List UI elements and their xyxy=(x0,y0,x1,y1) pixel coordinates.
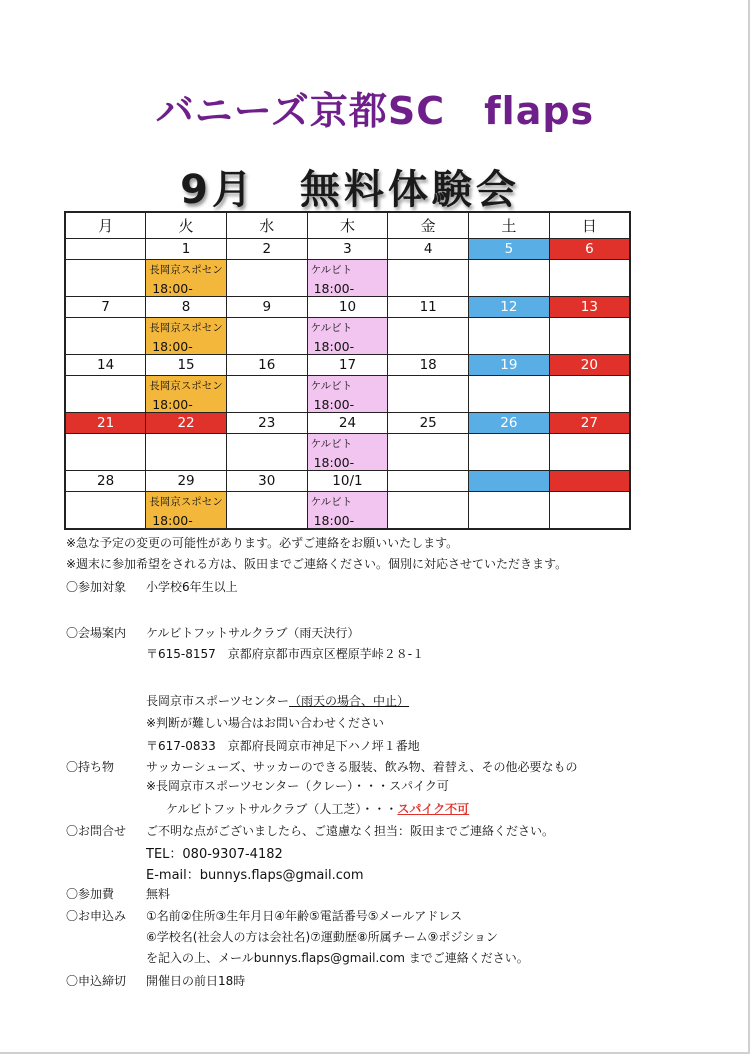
event-cell xyxy=(469,492,550,530)
apply-label: 〇お申込み xyxy=(66,909,127,923)
event-time: 18:00- xyxy=(313,339,355,354)
event-cell xyxy=(388,260,469,297)
event-time: 18:00- xyxy=(313,455,355,470)
weekday-header-row xyxy=(65,212,630,239)
venue-label: 〇会場案内 xyxy=(66,626,127,640)
contact-label: 〇お問合せ xyxy=(66,824,127,838)
venue2-note: （雨天の場合、中止） xyxy=(289,694,410,708)
date-cell: 4 xyxy=(388,239,469,260)
date-cell: 2 xyxy=(226,239,307,260)
event-row xyxy=(65,318,630,355)
date-cell: 23 xyxy=(226,413,307,434)
date-cell: 22 xyxy=(146,413,227,434)
notes-block xyxy=(66,533,567,575)
event-venue: 長岡京スポセン xyxy=(149,496,223,508)
event-row xyxy=(65,260,630,297)
practice-event xyxy=(146,376,226,412)
date-cell: 27 xyxy=(549,413,630,434)
event-row xyxy=(65,434,630,471)
date-cell: 17 xyxy=(307,355,388,376)
page-subtitle: 9月 無料体験会 xyxy=(180,167,520,213)
event-venue: ケルビト xyxy=(310,438,353,450)
event-venue: 長岡京スポセン xyxy=(149,322,223,334)
date-cell: 15 xyxy=(146,355,227,376)
weekday-header: 日 xyxy=(549,212,630,239)
date-cell: 10 xyxy=(307,297,388,318)
date-cell: 1 xyxy=(146,239,227,260)
fee-label: 〇参加費 xyxy=(66,887,115,901)
note-weekend: ※週末に参加希望をされる方は、阪田までご連絡ください。個別に対応させていただきます。 xyxy=(66,557,568,571)
date-cell: 24 xyxy=(307,413,388,434)
event-cell xyxy=(388,376,469,413)
practice-event xyxy=(146,318,226,354)
practice-event xyxy=(308,492,388,528)
event-cell xyxy=(307,260,388,297)
weekday-header: 水 xyxy=(226,212,307,239)
event-cell xyxy=(549,260,630,297)
apply-line3: を記入の上、メールbunnys.flaps@gmail.com までご連絡ください。 xyxy=(146,951,529,965)
event-time: 18:00- xyxy=(152,397,193,412)
date-cell: 19 xyxy=(469,355,550,376)
event-venue: ケルビト xyxy=(310,380,353,392)
items-value: サッカーシューズ、サッカーのできる服装、飲み物、着替え、その他必要なもの xyxy=(146,760,578,774)
date-cell: 18 xyxy=(388,355,469,376)
event-row xyxy=(65,376,630,413)
date-row xyxy=(65,239,630,260)
event-cell xyxy=(307,376,388,413)
items-note2 xyxy=(166,800,469,817)
practice-event xyxy=(308,318,388,354)
note-schedule-change: ※急な予定の変更の可能性があります。必ずご連絡をお願いいたします。 xyxy=(66,536,459,550)
event-time: 18:00- xyxy=(152,513,193,528)
event-row xyxy=(65,492,630,530)
event-cell xyxy=(146,492,227,530)
date-cell: 3 xyxy=(307,239,388,260)
event-cell xyxy=(307,434,388,471)
date-cell: 29 xyxy=(146,471,227,492)
event-venue: 長岡京スポセン xyxy=(149,380,223,392)
event-cell xyxy=(226,260,307,297)
date-cell: 28 xyxy=(65,471,146,492)
date-row xyxy=(65,355,630,376)
event-cell xyxy=(65,260,146,297)
contact-tel: TEL：080-9307-4182 xyxy=(146,847,283,862)
weekday-header: 土 xyxy=(469,212,550,239)
date-cell: 7 xyxy=(65,297,146,318)
items-note1: ※長岡京市スポーツセンター（クレー）・・・スパイク可 xyxy=(146,779,449,793)
venue1-address: 〒615-8157 京都府京都市西京区樫原芋峠２８-１ xyxy=(146,647,425,661)
venue2-address: 〒617-0833 京都府長岡京市神足下ハノ坪１番地 xyxy=(146,739,420,753)
schedule-calendar xyxy=(64,211,631,530)
date-cell: 12 xyxy=(469,297,550,318)
practice-event xyxy=(308,376,388,412)
date-cell: 11 xyxy=(388,297,469,318)
date-row xyxy=(65,413,630,434)
date-cell: 25 xyxy=(388,413,469,434)
practice-event xyxy=(308,260,388,296)
event-cell xyxy=(226,434,307,471)
date-cell: 30 xyxy=(226,471,307,492)
event-cell xyxy=(549,318,630,355)
weekday-header: 金 xyxy=(388,212,469,239)
event-cell xyxy=(226,318,307,355)
event-cell xyxy=(549,492,630,530)
items-label: 〇持ち物 xyxy=(66,760,115,774)
date-cell: 9 xyxy=(226,297,307,318)
date-row xyxy=(65,297,630,318)
venue2-sub: ※判断が難しい場合はお問い合わせください xyxy=(146,716,385,730)
event-cell xyxy=(388,492,469,530)
event-cell xyxy=(388,318,469,355)
weekday-header: 木 xyxy=(307,212,388,239)
venue2-line xyxy=(146,692,409,709)
contact-value: ご不明な点がございましたら、ご遠慮なく担当：阪田までご連絡ください。 xyxy=(146,824,555,838)
weekday-header: 火 xyxy=(146,212,227,239)
event-cell xyxy=(65,492,146,530)
date-cell xyxy=(549,471,630,492)
event-time: 18:00- xyxy=(313,281,355,296)
event-cell xyxy=(549,434,630,471)
weekday-header: 月 xyxy=(65,212,146,239)
venue1-name: ケルビトフットサルクラブ（雨天決行） xyxy=(146,626,360,640)
event-venue: ケルビト xyxy=(310,264,353,276)
event-cell xyxy=(469,260,550,297)
event-time: 18:00- xyxy=(313,513,355,528)
deadline-value: 開催日の前日18時 xyxy=(146,974,246,988)
no-spikes-warning: スパイク不可 xyxy=(397,802,470,816)
event-venue: ケルビト xyxy=(310,496,353,508)
date-cell: 21 xyxy=(65,413,146,434)
event-cell xyxy=(65,376,146,413)
event-cell xyxy=(146,376,227,413)
event-cell xyxy=(146,434,227,471)
practice-event xyxy=(146,260,226,296)
date-cell xyxy=(388,471,469,492)
event-cell xyxy=(388,434,469,471)
practice-event xyxy=(146,492,226,528)
target-value: 小学校6年生以上 xyxy=(146,580,238,594)
event-venue: ケルビト xyxy=(310,322,353,334)
practice-event xyxy=(308,434,388,470)
event-cell xyxy=(469,318,550,355)
date-cell: 20 xyxy=(549,355,630,376)
date-cell xyxy=(469,471,550,492)
date-cell: 16 xyxy=(226,355,307,376)
date-cell: 10/1 xyxy=(307,471,388,492)
event-venue: 長岡京スポセン xyxy=(149,264,223,276)
apply-line2: ⑥学校名(社会人の方は会社名)⑦運動歴⑧所属チーム⑨ポジション xyxy=(146,930,498,944)
target-label: 〇参加対象 xyxy=(66,580,127,594)
event-time: 18:00- xyxy=(313,397,355,412)
event-cell xyxy=(549,376,630,413)
date-row xyxy=(65,471,630,492)
event-cell xyxy=(226,492,307,530)
deadline-label: 〇申込締切 xyxy=(66,974,127,988)
event-cell xyxy=(307,492,388,530)
event-time: 18:00- xyxy=(152,281,193,296)
venue2-name: 長岡京市スポーツセンター xyxy=(146,694,290,708)
event-time: 18:00- xyxy=(152,339,193,354)
event-cell xyxy=(307,318,388,355)
date-cell: 5 xyxy=(469,239,550,260)
date-cell: 6 xyxy=(549,239,630,260)
fee-value: 無料 xyxy=(146,887,171,901)
page-title: バニーズ京都SC flaps xyxy=(155,89,595,133)
items-note2-text: ケルビトフットサルクラブ（人工芝）・・・ xyxy=(166,802,398,816)
contact-email: E-mail：bunnys.flaps@gmail.com xyxy=(146,868,364,883)
event-cell xyxy=(469,434,550,471)
date-cell: 13 xyxy=(549,297,630,318)
calendar-body xyxy=(65,239,630,530)
event-cell xyxy=(146,318,227,355)
apply-line1: ①名前②住所③生年月日④年齢⑤電話番号⑤メールアドレス xyxy=(146,909,462,923)
event-cell xyxy=(146,260,227,297)
date-cell: 14 xyxy=(65,355,146,376)
date-cell: 26 xyxy=(469,413,550,434)
event-cell xyxy=(65,318,146,355)
event-cell xyxy=(65,434,146,471)
event-cell xyxy=(226,376,307,413)
date-cell xyxy=(65,239,146,260)
date-cell: 8 xyxy=(146,297,227,318)
event-cell xyxy=(469,376,550,413)
